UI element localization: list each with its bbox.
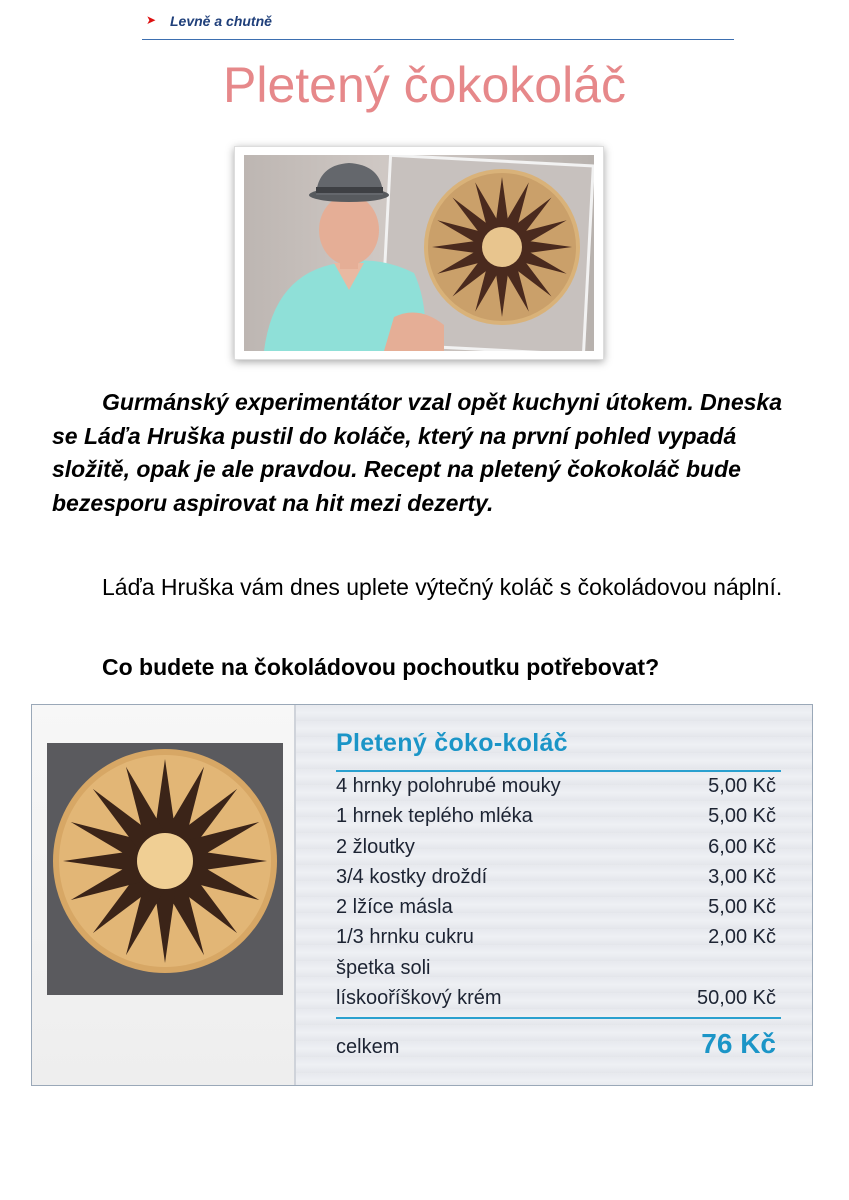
ingredient-row: 1 hrnek teplého mléka 5,00 Kč — [336, 805, 776, 827]
arrow-bullet-icon: ➤ — [146, 13, 157, 27]
body-paragraph: Láďa Hruška vám dnes uplete výtečný koláč s čokoládovou náplní. — [102, 574, 783, 600]
intro-paragraph: Gurmánský experimentátor vzal opět kuchyni útokem. Dneska se Láďa Hruška pustil do koláče, který na první pohled vypadá složitě, opak je ale pravdou. Recept na pletený čokokoláč bude bezesporu aspirovat na hit mezi dezerty. — [52, 389, 783, 516]
total-label: celkem — [336, 1036, 400, 1058]
ingredient-row: 2 lžíce másla 5,00 Kč — [336, 896, 776, 918]
pastry-illustration — [47, 743, 283, 995]
ingredient-row: špetka soli — [336, 957, 431, 979]
chef-photo — [234, 146, 604, 360]
header-label: Levně a chutně — [170, 13, 272, 29]
title-divider — [336, 770, 781, 772]
pastry-photo — [47, 743, 283, 995]
total-value: 76 Kč — [701, 1028, 776, 1059]
card-title: Pletený čoko-koláč — [336, 729, 568, 757]
page-header — [142, 8, 734, 40]
recipe-card — [31, 704, 813, 1086]
page-title: Pletený čokokoláč — [222, 57, 626, 113]
ingredient-row: 1/3 hrnku cukru 2,00 Kč — [336, 926, 776, 948]
total-divider — [336, 1017, 781, 1019]
ingredient-row: lískooříškový krém 50,00 Kč — [336, 987, 776, 1009]
ingredient-row: 4 hrnky polohrubé mouky 5,00 Kč — [336, 775, 776, 797]
ingredient-row: 3/4 kostky droždí 3,00 Kč — [336, 866, 776, 888]
chef-illustration — [244, 155, 594, 351]
ingredients-question: Co budete na čokoládovou pochoutku potřebovat? — [102, 654, 660, 680]
ingredient-row: 2 žloutky 6,00 Kč — [336, 836, 776, 858]
